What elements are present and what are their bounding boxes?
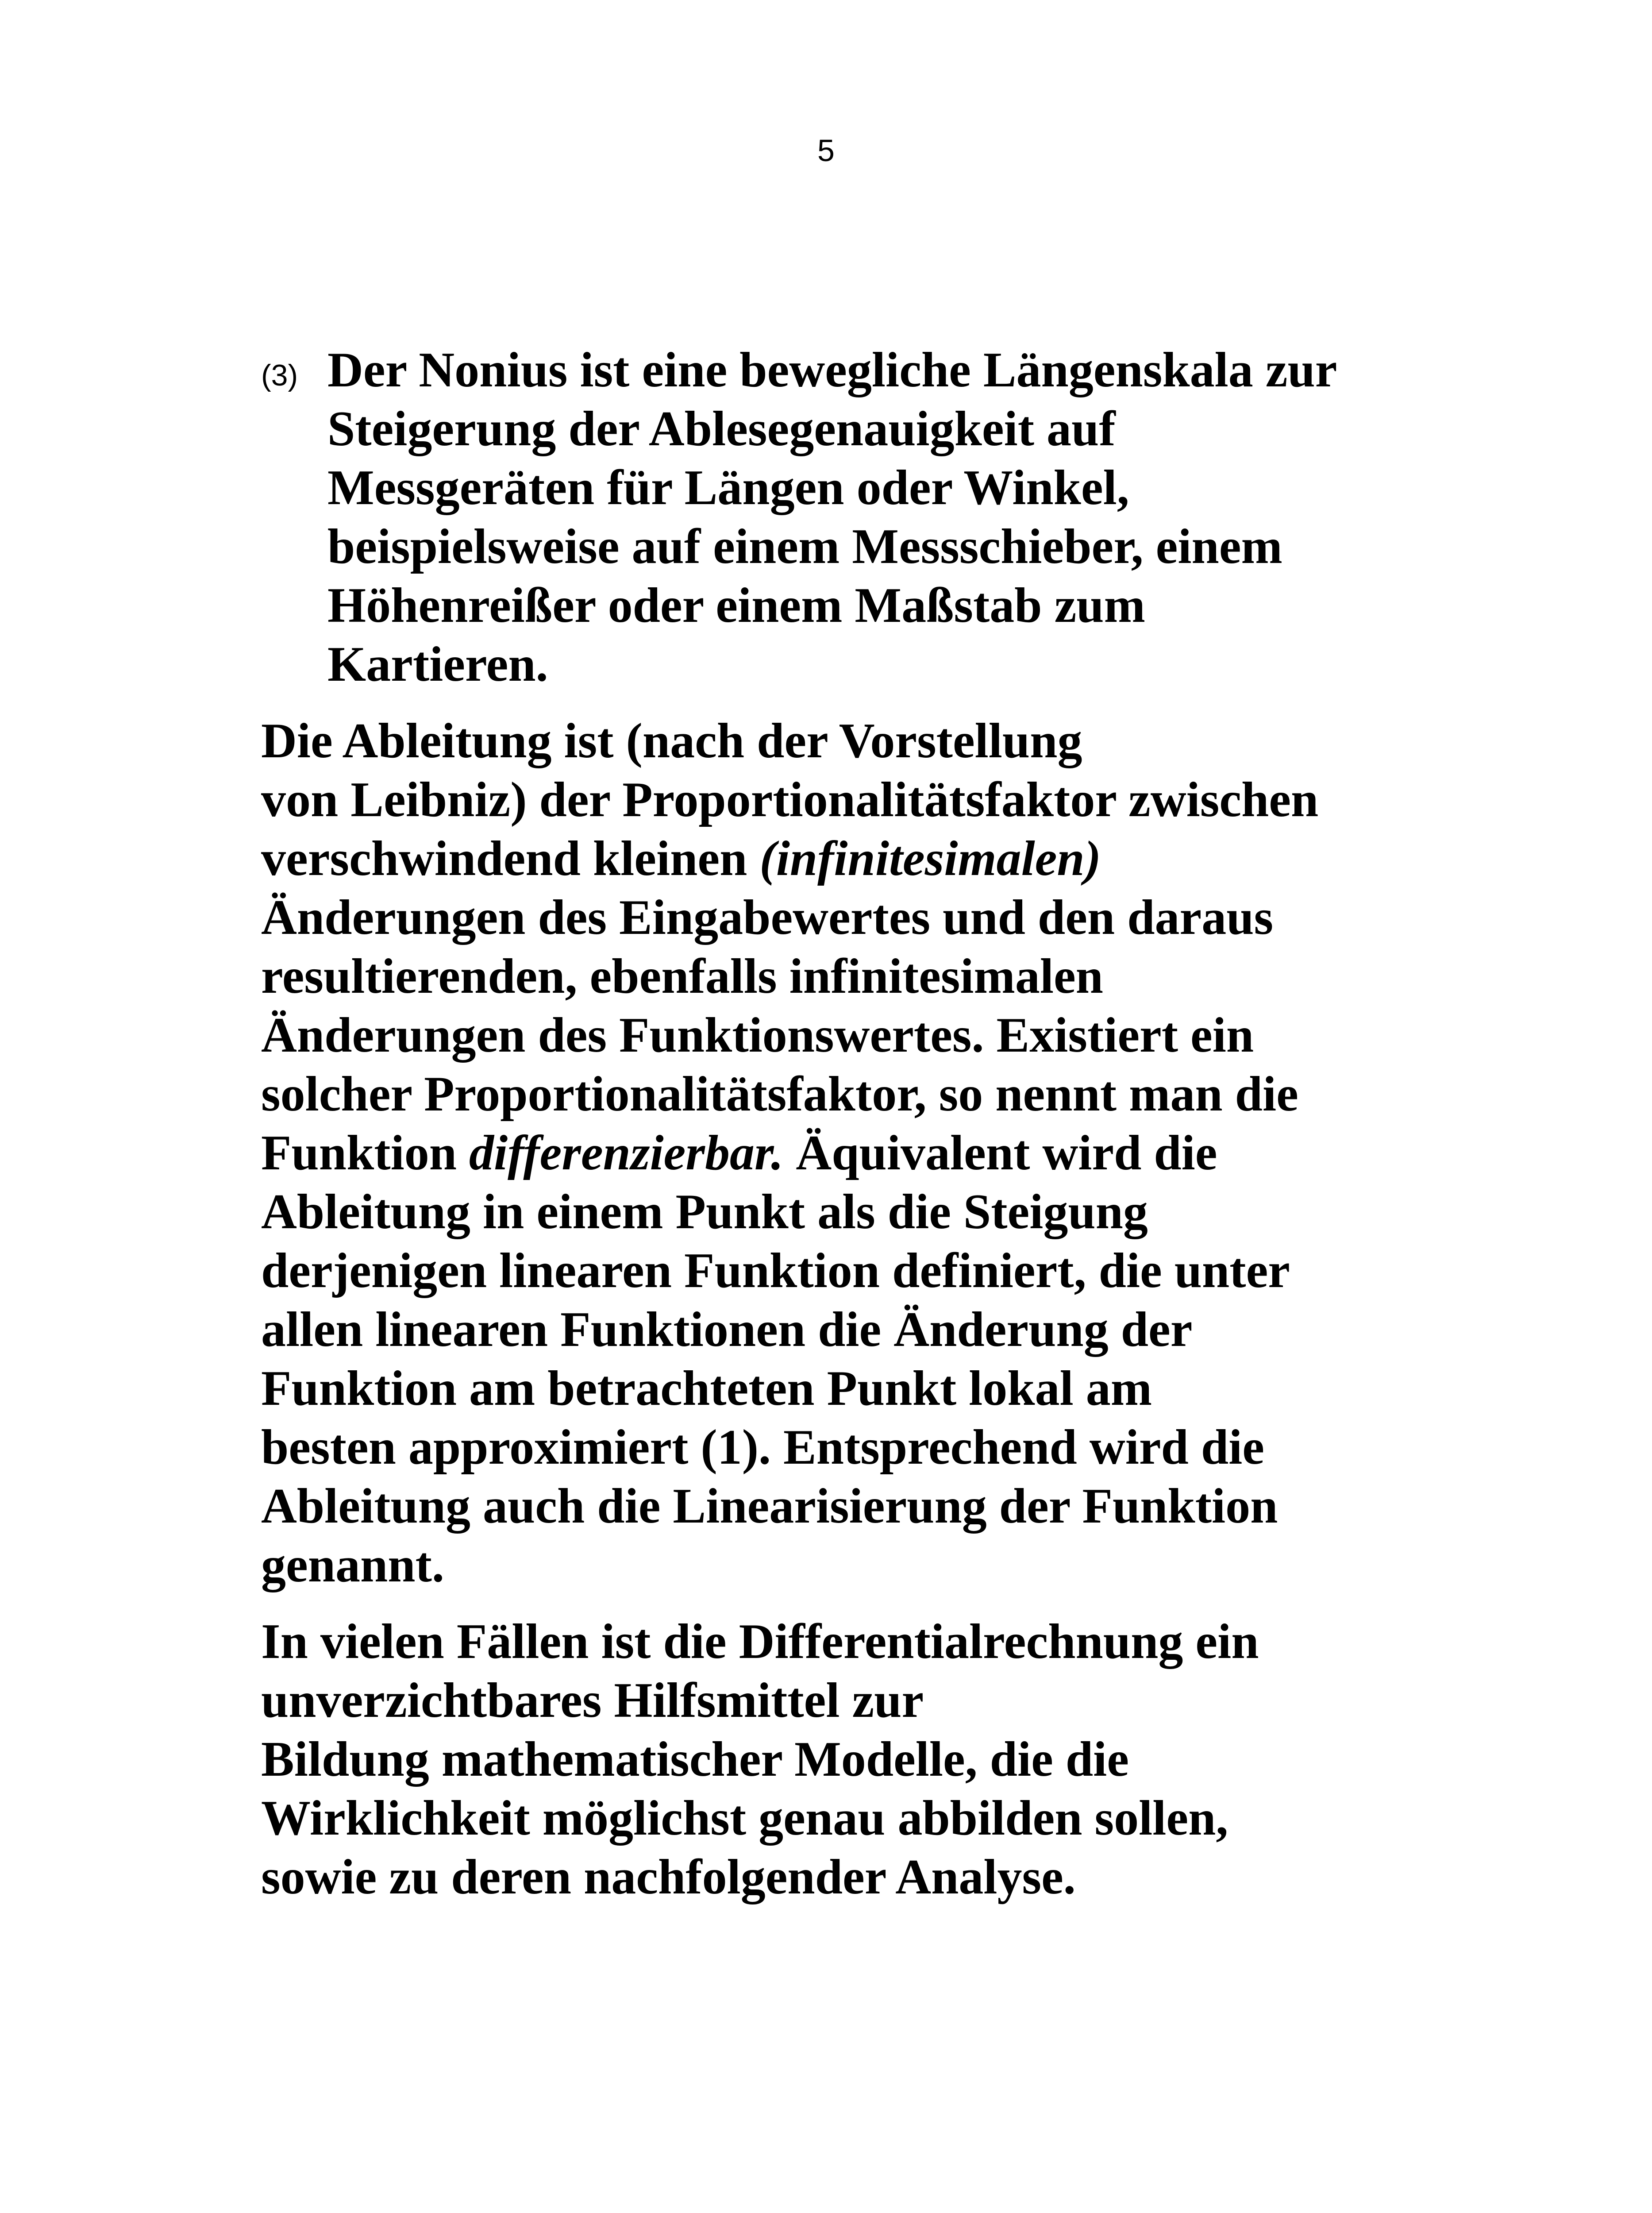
paragraph-line: derjenigen linearen Funktion definiert, die unter [261, 1243, 1290, 1298]
paragraph-line: Änderungen des Funktionswertes. Existiert ein [261, 1008, 1254, 1063]
paragraph-line: Ableitung in einem Punkt als die Steigung [261, 1184, 1148, 1239]
paragraph-line: Änderungen des Eingabewertes und den daraus [261, 890, 1274, 945]
footnote-line: Steigerung der Ablesegenauigkeit auf [327, 401, 1116, 456]
footnote-line: Kartieren. [327, 637, 548, 692]
footnote-marker: (3) [261, 359, 298, 392]
paragraph-differential-calculus [261, 1612, 1456, 1907]
footnote-line: beispielsweise auf einem Messschieber, einem [327, 519, 1282, 574]
paragraph-line: Wirklichkeit möglichst genau abbilden sollen, [261, 1791, 1228, 1846]
italic-term: differenzierbar. [469, 1126, 784, 1180]
footnote [261, 341, 1456, 694]
paragraph-line: Funktion am betrachteten Punkt lokal am [261, 1361, 1152, 1416]
footnote-line: Der Nonius ist eine bewegliche Längenskala zur [327, 343, 1337, 397]
paragraph-line: sowie zu deren nachfolgender Analyse. [261, 1850, 1076, 1905]
paragraph-line: von Leibniz) der Proportionalitätsfaktor zwischen [261, 772, 1319, 827]
paragraph-text: verschwindend kleinen [261, 831, 760, 886]
paragraph-text: Äquivalent wird die [783, 1126, 1217, 1180]
paragraph-line: Ableitung auch die Linearisierung der Funktion [261, 1479, 1278, 1534]
page-body [261, 341, 1456, 1924]
paragraph-line: Die Ableitung ist (nach der Vorstellung [261, 713, 1082, 768]
paragraph-line: besten approximiert (1). Entsprechend wird die [261, 1420, 1264, 1475]
footnote-line: Messgeräten für Längen oder Winkel, [327, 460, 1129, 515]
paragraph-line [261, 829, 1456, 888]
paragraph-line: In vielen Fällen ist die Differentialrechnung ein [261, 1614, 1259, 1669]
italic-term: (infinitesimalen) [759, 831, 1101, 886]
paragraph-derivative [261, 712, 1456, 1595]
paragraph-line: genannt. [261, 1538, 444, 1592]
paragraph-line: solcher Proportionalitätsfaktor, so nennt man die [261, 1067, 1298, 1122]
paragraph-line: resultierenden, ebenfalls infinitesimalen [261, 949, 1103, 1004]
paragraph-line: unverzichtbares Hilfsmittel zur [261, 1673, 924, 1728]
paragraph-line [261, 1124, 1456, 1183]
footnote-line: Höhenreißer oder einem Maßstab zum [327, 578, 1145, 633]
page-number: 5 [817, 133, 835, 168]
paragraph-line: allen linearen Funktionen die Änderung der [261, 1302, 1193, 1357]
paragraph-line: Bildung mathematischer Modelle, die die [261, 1732, 1129, 1787]
paragraph-text: Funktion [261, 1126, 469, 1180]
